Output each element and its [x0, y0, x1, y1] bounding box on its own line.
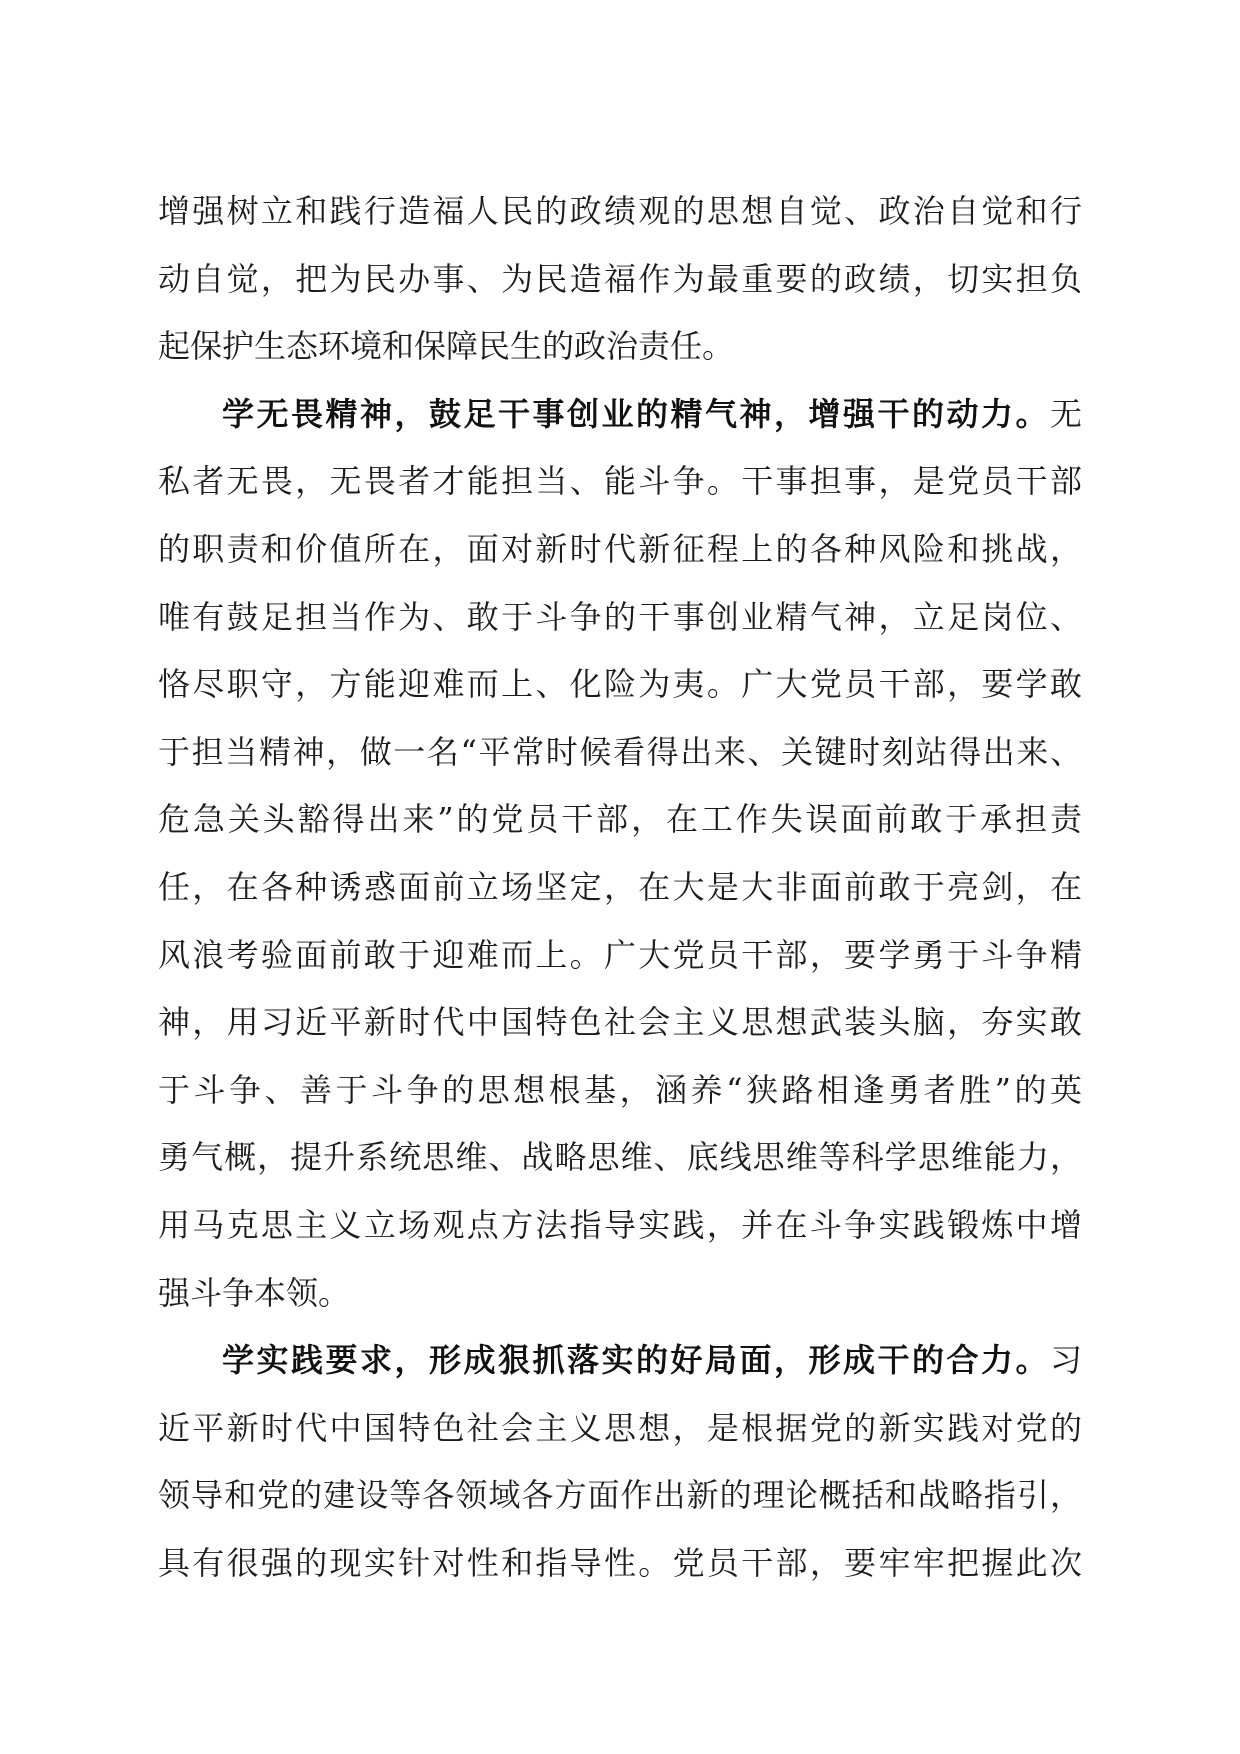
text-line: 于斗争、善于斗争的思想根基，涵养“狭路相逢勇者胜”的英: [158, 1070, 1082, 1109]
text-line: 领导和党的建设等各领域各方面作出新的理论概括和战略指引，: [158, 1476, 1082, 1515]
paragraph-heading: 学无畏精神，鼓足干事创业的精气神，增强干的动力。: [222, 394, 1050, 433]
paragraph-practice-requirements: [158, 1327, 1082, 1597]
text-line: 勇气概，提升系统思维、战略思维、底线思维等科学思维能力，: [158, 1138, 1082, 1177]
text-run: 无: [1049, 394, 1082, 433]
text-line: 动自觉，把为民办事、为民造福作为最重要的政绩，切实担负: [158, 259, 1082, 298]
text-line: 近平新时代中国特色社会主义思想，是根据党的新实践对党的: [158, 1408, 1082, 1447]
text-line: 私者无畏，无畏者才能担当、能斗争。干事担事，是党员干部: [158, 462, 1082, 501]
text-line: 起保护生态环境和保障民生的政治责任。: [158, 327, 735, 366]
text-line: 恪尽职守，方能迎难而上、化险为夷。广大党员干部，要学敢: [158, 665, 1082, 704]
document-body: [158, 178, 1082, 1597]
text-line: 具有很强的现实针对性和指导性。党员干部，要牢牢把握此次: [158, 1543, 1082, 1582]
text-line-with-heading: [158, 381, 1082, 449]
paragraph-heading: 学实践要求，形成狠抓落实的好局面，形成干的合力。: [222, 1341, 1050, 1380]
text-line: 任，在各种诱惑面前立场坚定，在大是大非面前敢于亮剑，在: [158, 867, 1082, 906]
text-line: 强斗争本领。: [158, 1273, 351, 1312]
paragraph-continued: [158, 178, 1082, 381]
text-line: 危急关头豁得出来”的党员干部，在工作失误面前敢于承担责: [158, 800, 1082, 839]
paragraph-fearless-spirit: [158, 381, 1082, 1327]
text-line: 的职责和价值所在，面对新时代新征程上的各种风险和挑战，: [158, 529, 1082, 568]
text-line: 风浪考验面前敢于迎难而上。广大党员干部，要学勇于斗争精: [158, 935, 1082, 974]
text-run: 习: [1049, 1341, 1082, 1380]
text-line-with-heading: [158, 1327, 1082, 1395]
text-line: 神，用习近平新时代中国特色社会主义思想武装头脑，夯实敢: [158, 1003, 1082, 1042]
text-line: 增强树立和践行造福人民的政绩观的思想自觉、政治自觉和行: [158, 192, 1082, 230]
text-line: 唯有鼓足担当作为、敢于斗争的干事创业精气神，立足岗位、: [158, 597, 1082, 636]
text-line: 于担当精神，做一名“平常时候看得出来、关键时刻站得出来、: [158, 732, 1082, 771]
text-line: 用马克思主义立场观点方法指导实践，并在斗争实践锻炼中增: [158, 1205, 1082, 1244]
